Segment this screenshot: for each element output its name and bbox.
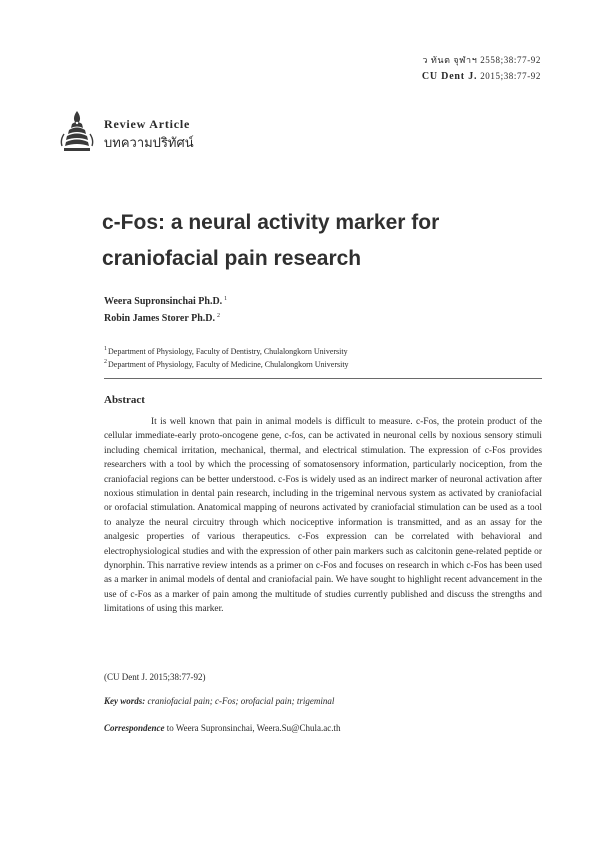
author-2	[104, 313, 220, 324]
article-type-thai-label: บทความปริทัศน์	[104, 136, 194, 151]
keywords-label: Key words:	[104, 696, 146, 706]
author-2-name: Robin James Storer Ph.D.	[104, 313, 216, 324]
title-line-1: c-Fos: a neural activity marker for	[102, 211, 440, 234]
journal-volume-pages: 2015;38:77-92	[480, 71, 541, 81]
affiliation-2-text: Department of Physiology, Faculty of Medicine, Chulalongkorn University	[108, 360, 349, 369]
affiliation-2-number: 2	[104, 359, 107, 365]
abstract-heading: Abstract	[104, 394, 145, 406]
keywords	[104, 696, 334, 706]
keywords-value: craniofacial pain; c-Fos; orofacial pain; trigeminal	[147, 696, 335, 706]
english-journal-reference	[422, 72, 541, 82]
section-divider	[104, 378, 542, 379]
university-crest-logo	[60, 110, 94, 154]
affiliation-2	[104, 359, 349, 369]
affiliation-1-text: Department of Physiology, Faculty of Dentistry, Chulalongkorn University	[108, 347, 348, 356]
author-1-affiliation-mark: 1	[224, 296, 228, 302]
correspondence	[104, 723, 340, 733]
correspondence-text: to Weera Supronsinchai, Weera.Su@Chula.ac.th	[166, 723, 341, 733]
article-title	[102, 205, 439, 277]
abstract-body: It is well known that pain in animal models is difficult to measure. c-Fos, the protein product of the cellular immediate-early proto-oncogene gene, c-fos, can be activated in neuronal cells by noxious sensory stimuli including chemical irritation, mechanical, thermal, and electrical stimulation. The expression of c-Fos provides researchers with a tool by which the processing of somatosensory information, particularly nociception, from the craniofacial regions can be better understood. c-Fos is widely used as an indirect marker of neuronal activation after noxious stimulation in dental pain research, including in the trigeminal nervous system as activated by craniofacial or orofacial stimulation. Anatomical mapping of neurons activated by craniofacial stimulation can be used as a tool to analyze the neural circuitry through which nociceptive information is transmitted, and as an assay for the analgesic properties of various therapeutics. c-Fos expression can be correlated with behavioral and electrophysiological studies and with the expression of other pain markers such as calcitonin gene-related peptide or dynorphin. This narrative review intends as a primer on c-Fos and focuses on research in which c-Fos has been used as a marker in animal models of dental and craniofacial pain. We have sought to highlight recent advancement in the use of c-Fos as a marker of pain among the multitude of studies currently published and discuss the strengths and limitations of using this marker.	[104, 417, 542, 615]
affiliation-1	[104, 346, 348, 356]
affiliation-1-number: 1	[104, 346, 107, 352]
correspondence-label: Correspondence	[104, 723, 165, 733]
title-line-2: craniofacial pain research	[102, 247, 362, 270]
article-type-label: Review Article	[104, 117, 191, 131]
author-1-name: Weera Supronsinchai Ph.D.	[104, 296, 223, 307]
thai-journal-reference: ว ทันต จุฬาฯ 2558;38:77-92	[422, 55, 541, 65]
abstract-citation: (CU Dent J. 2015;38:77-92)	[104, 672, 206, 682]
journal-name: CU Dent J.	[421, 71, 478, 82]
author-2-affiliation-mark: 2	[217, 313, 221, 319]
author-1	[104, 296, 227, 307]
